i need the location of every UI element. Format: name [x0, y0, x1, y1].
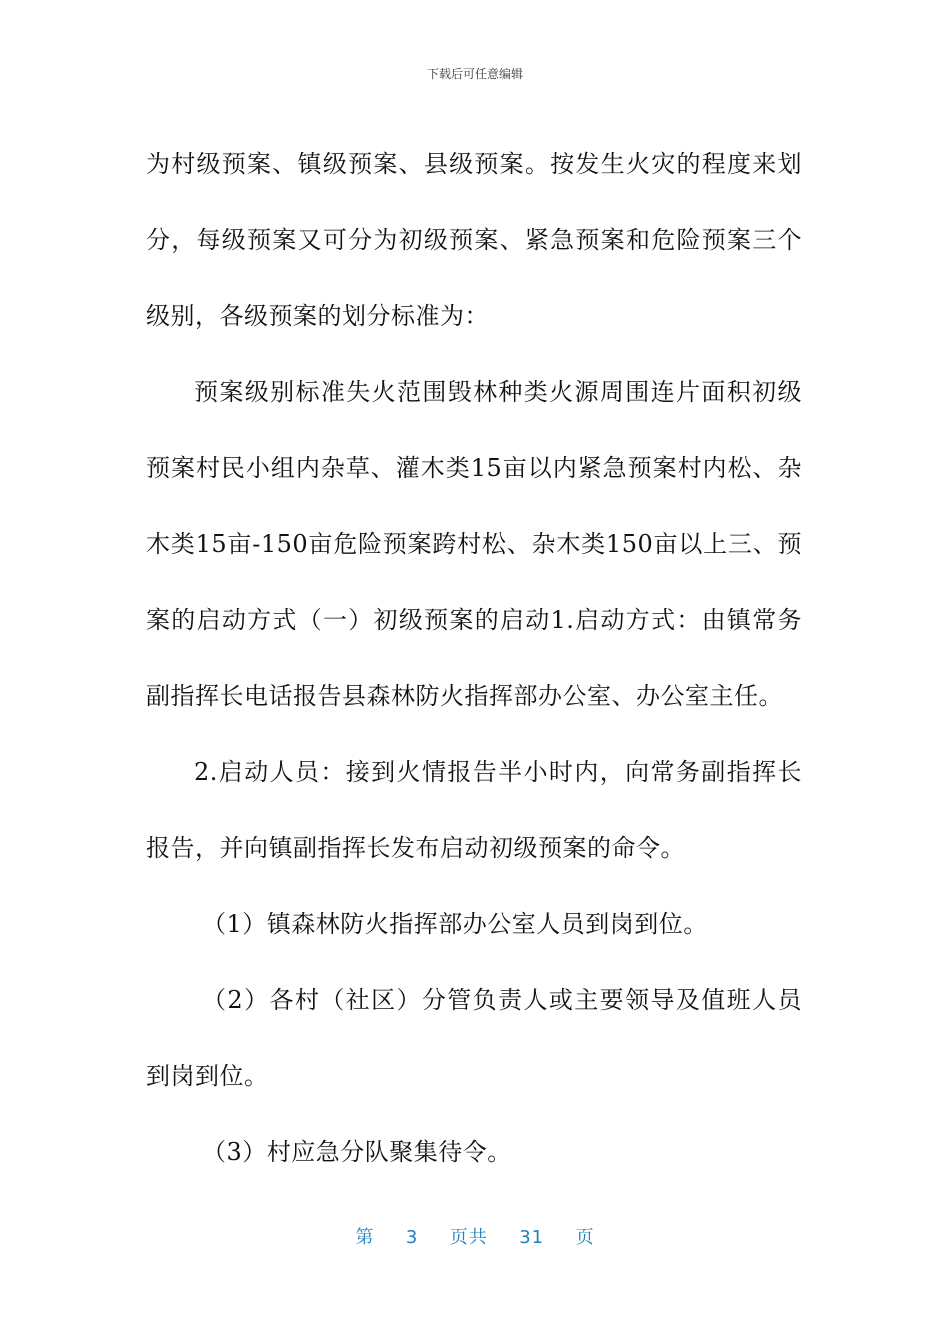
footer-current-page: 3 — [405, 1227, 419, 1248]
header-note: 下载后可任意编辑 — [426, 67, 523, 81]
footer-total-pages: 31 — [519, 1227, 545, 1248]
document-body — [146, 126, 802, 1190]
page-footer — [0, 1226, 950, 1250]
footer-middle: 页共 — [449, 1227, 488, 1248]
footer-suffix: 页 — [575, 1227, 595, 1248]
paragraph-5: （2）各村（社区）分管负责人或主要领导及值班人员到岗到位。 — [146, 986, 802, 1090]
paragraph-3: 2.启动人员：接到火情报告半小时内，向常务副指挥长报告，并向镇副指挥长发布启动初级预案的命令。 — [146, 758, 802, 862]
paragraph-6: （3）村应急分队聚集待令。 — [202, 1138, 512, 1166]
paragraph-4: （1）镇森林防火指挥部办公室人员到岗到位。 — [202, 910, 708, 938]
paragraph-2: 预案级别标准失火范围毁林种类火源周围连片面积初级预案村民小组内杂草、灌木类15亩以内紧急预案村内松、杂木类15亩-150亩危险预案跨村松、杂木类150亩以上三、预案的启动方式（一）初级预案的启动1.启动方式：由镇常务副指挥长电话报告县森林防火指挥部办公室、办公室主任。 — [146, 378, 802, 710]
footer-prefix: 第 — [355, 1227, 375, 1248]
paragraph-1: 为村级预案、镇级预案、县级预案。按发生火灾的程度来划分，每级预案又可分为初级预案、紧急预案和危险预案三个级别，各级预案的划分标准为： — [146, 150, 802, 330]
